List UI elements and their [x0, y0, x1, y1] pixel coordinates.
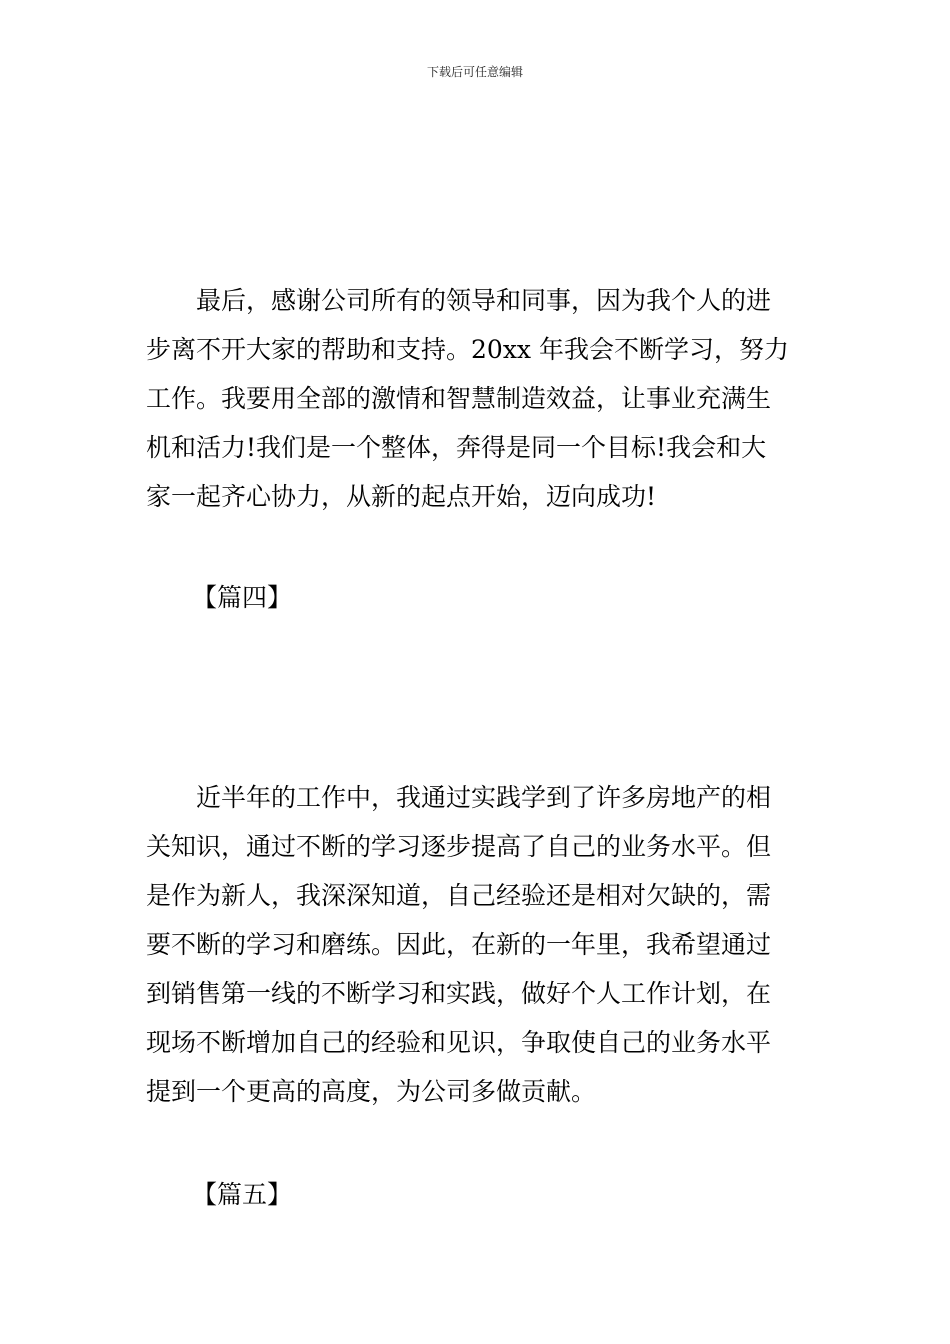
- paragraph-line: 近半年的工作中，我通过实践学到了许多房地产的相: [196, 783, 772, 812]
- paragraph-text: [146, 276, 810, 521]
- paragraph-line: 到销售第一线的不断学习和实践，做好个人工作计划，在: [146, 979, 772, 1008]
- paragraph-line: 工作。我要用全部的激情和智慧制造效益，让事业充满生: [146, 384, 772, 413]
- paragraph-closing: [146, 276, 810, 521]
- paragraph-line: 最后，感谢公司所有的领导和同事，因为我个人的进: [196, 286, 772, 315]
- paragraph-line: 机和活力!我们是一个整体，奔得是同一个目标!我会和大: [146, 433, 767, 462]
- paragraph-line: 关知识，通过不断的学习逐步提高了自己的业务水平。但: [146, 832, 772, 861]
- paragraph-line: 是作为新人，我深深知道，自己经验还是相对欠缺的，需: [146, 881, 772, 910]
- paragraph-text: [146, 773, 810, 1116]
- paragraph-section4: [146, 773, 810, 1116]
- paragraph-line: 步离不开大家的帮助和支持。20xx 年我会不断学习，努力: [146, 335, 789, 364]
- section-heading-5: 【篇五】: [192, 1180, 293, 1209]
- paragraph-line: 家一起齐心协力，从新的起点开始，迈向成功!: [146, 482, 657, 511]
- paragraph-line: 要不断的学习和磨练。因此，在新的一年里，我希望通过: [146, 930, 772, 959]
- paragraph-line: 现场不断增加自己的经验和见识，争取使自己的业务水平: [146, 1028, 772, 1057]
- page-header: [0, 64, 950, 80]
- paragraph-line: 提到一个更高的高度，为公司多做贡献。: [146, 1077, 597, 1106]
- header-text: 下载后可任意编辑: [426, 65, 523, 79]
- section-heading-4: 【篇四】: [192, 583, 293, 612]
